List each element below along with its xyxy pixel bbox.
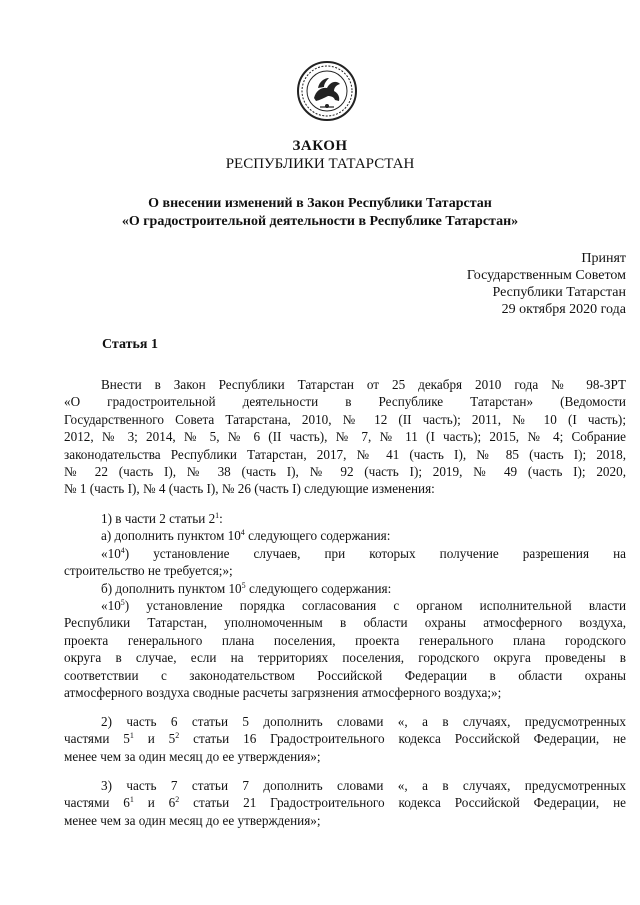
doc-subtitle: РЕСПУБЛИКИ ТАТАРСТАН: [225, 156, 415, 172]
text-line: Республики Татарстан, уполномоченным в области охраны атмосферного воздуха,: [64, 615, 626, 631]
amendment-item-3: [64, 777, 626, 829]
text-line: б) дополнить пунктом $10^5$ следующего содержания:: [101, 580, 392, 596]
text-line: 1) в части 2 статьи $2^1$:: [101, 511, 223, 526]
text-line: «$10^5$) установление порядка согласования с органом исполнительной власти: [101, 598, 626, 614]
text-line: Государственного Совета Татарстана, 2010, № 12 (II часть); 2011, № 10 (I часть);: [64, 411, 626, 427]
text-line: соответствии с законодательством Российской Федерации в области охраны: [64, 667, 626, 683]
text-line: № 1 (часть I), № 4 (часть I), № 26 (часть I) следующие изменения:: [64, 481, 435, 497]
adoption-block: [467, 250, 626, 318]
text-line: а) дополнить пунктом $10^4$ следующего содержания:: [101, 528, 391, 544]
article-intro: [64, 376, 626, 498]
article-heading: Статья 1: [102, 337, 158, 352]
text-line: 2) часть 6 статьи 5 дополнить словами «, а в случаях, предусмотренных: [101, 714, 626, 729]
law-title-line2: «О градостроительной деятельности в Республике Татарстан»: [121, 214, 519, 229]
amendment-item-1: [64, 510, 626, 701]
text-line: законодательства Республики Татарстан, 2017, № 41 (часть I), № 85 (часть I); 2018,: [64, 446, 626, 462]
text-line: проекта генерального плана поселения, проекта генерального плана городского: [64, 632, 626, 648]
text-line: 3) часть 7 статьи 7 дополнить словами «, а в случаях, предусмотренных: [101, 778, 626, 793]
adoption-line: Республики Татарстан: [492, 285, 626, 300]
adoption-line: Принят: [581, 251, 626, 266]
adoption-date: 29 октября 2020 года: [501, 302, 626, 317]
text-line: частями $6^1$ и $6^2$ статьи 21 Градостроительного кодекса Российской Федерации, не: [64, 795, 626, 811]
text-line: менее чем за один месяц до ее утверждения»;: [64, 812, 321, 828]
text-line: 2012, № 3; 2014, № 5, № 6 (II часть), № 7, № 11 (I часть); 2015, № 4; Собрание: [64, 429, 626, 445]
text-line: частями $5^1$ и $5^2$ статьи 16 Градостроительного кодекса Российской Федерации, не: [64, 731, 626, 747]
text-line: № 22 (часть I), № 38 (часть I), № 92 (часть I); 2019, № 49 (часть I); 2020,: [64, 464, 626, 480]
text-line: атмосферного воздуха сводные расчеты загрязнения атмосферного воздуха;»;: [64, 685, 502, 701]
text-line: Внести в Закон Республики Татарстан от 25 декабря 2010 года № 98-ЗРТ: [101, 377, 626, 392]
text-line: «$10^4$) установление случаев, при которых получение разрешения на: [101, 545, 626, 561]
tatarstan-emblem-icon: [296, 60, 358, 122]
text-line: округа в случае, если на территориях поселения, городского округа проведены в: [64, 650, 626, 666]
text-line: строительство не требуется;»;: [64, 563, 233, 579]
amendment-item-2: [64, 713, 626, 765]
text-line: менее чем за один месяц до ее утверждения»;: [64, 748, 321, 764]
text-line: «О градостроительной деятельности в Республике Татарстан» (Ведомости: [64, 394, 626, 410]
law-title-line1: О внесении изменений в Закон Республики Татарстан: [148, 196, 492, 211]
doc-title: ЗАКОН: [292, 138, 348, 154]
adoption-line: Государственным Советом: [466, 268, 626, 283]
